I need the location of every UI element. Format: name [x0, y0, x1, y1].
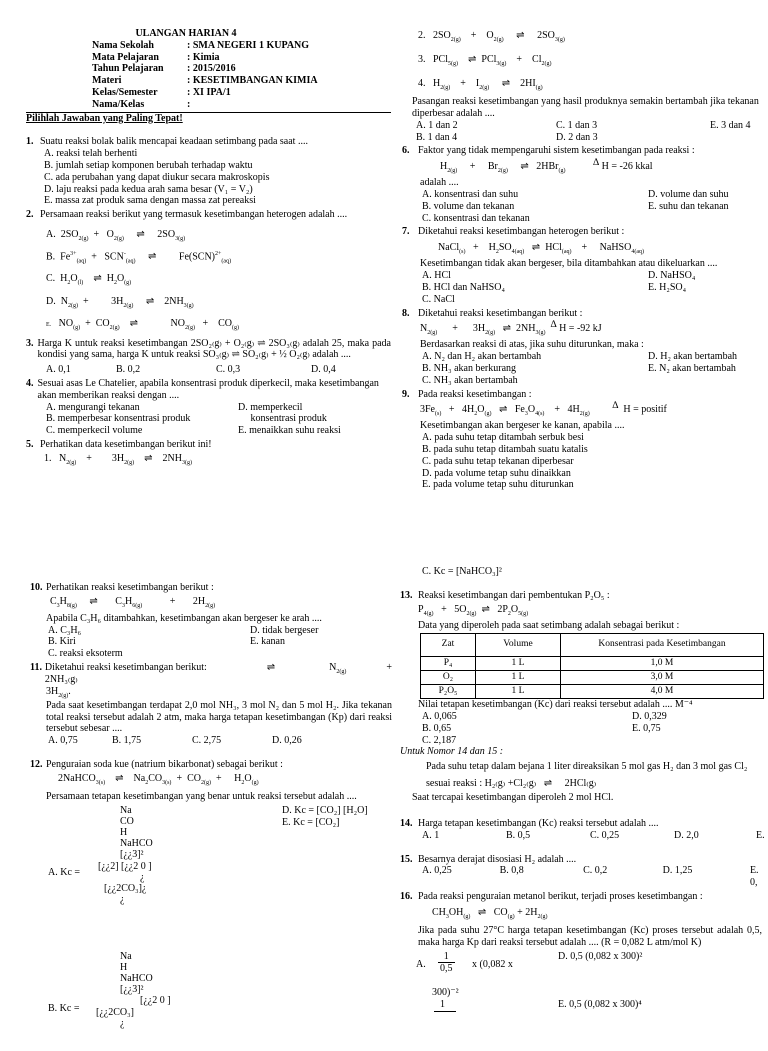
equilibrium-data-table: Zat Volume Konsentrasi pada Kesetimbangan P₄ 1 L 1,0 M O₂ 1 L 3,0 M P₂O₅ 1 L 4,0 M — [420, 633, 764, 699]
option[interactable]: E. pada volume tetap suhu diturunkan — [422, 479, 574, 491]
option[interactable]: C. 2,187 — [422, 734, 457, 746]
option[interactable]: C. pada suhu tetap tekanan diperbesar — [422, 455, 574, 467]
option[interactable]: A. reaksi telah berhenti — [44, 148, 138, 160]
option[interactable]: E. suhu dan tekanan — [648, 200, 729, 212]
q8-reaction: $N_{2(g)}$ + $3H_{2(g)}$ ⇌ $2NH_{3(g)}$ ∆ H = -92 kJ — [420, 319, 602, 337]
q16-reaction: $CH_3OH_{(g)}$ ⇌ $CO_{(g)} + 2H_{2(g)}$ — [432, 906, 548, 920]
q6-reaction: $H_{2(g)}$ + $Br_{2(g)}$ ⇌ 2HBr$_{(g)}$ ∆ H = -26 kkal — [440, 157, 653, 175]
option[interactable]: C. memperkecil volume — [46, 425, 143, 437]
q10-reaction: $C_3H_{8(g)}$ ⇌ $C_3H_{6(g)}$ + $2H_{2(g)}$ — [50, 595, 216, 609]
option[interactable]: A. — [416, 958, 426, 970]
header-table: Nama Sekolah : SMA NEGERI 1 KUPANG Mata Pelajaran : Kimia Tahun Pelajaran : 2015/2016 Materi : KESETIMBANGAN KIMIA Kelas/Semester : XI IPA/1 Nama/Kelas : — [92, 39, 318, 110]
question-5: 5. Perhatikan data kesetimbangan berikut ini! 1. $N_{2(g)}$ + $3H_{2(g)}$ ⇌ $2NH_{3(g)}$ — [26, 439, 391, 467]
instruction: Pilihlah Jawaban yang Paling Tepat! — [26, 112, 391, 125]
option[interactable]: C. reaksi eksoterm — [48, 648, 123, 660]
q5-reaction-4: 4. $H_{2(g)}$ + $I_{2(g)}$ ⇌ $2HI_{(g)}$ — [418, 78, 543, 92]
option[interactable]: C. 0,2 — [583, 865, 608, 877]
option[interactable]: D. 2,0 — [674, 829, 699, 841]
option[interactable]: E. — [756, 829, 765, 841]
question-1: 1. Suatu reaksi bolak balik mencapai keadaan setimbang pada saat .... A. reaksi telah berhenti B. jumlah setiap komponen berubah terhadap waktu C. ada perubahan yang dapat diukur secara makroskopis D. laju reaksi pada kedua arah sama besar (V₁ = V₂) E. massa zat produk sama dengan massa zat pereaksi — [26, 136, 391, 207]
option[interactable]: B. volume dan tekanan — [422, 200, 515, 212]
option[interactable]: C. 2,75 — [192, 735, 222, 747]
option[interactable]: B. pada suhu tetap ditambah suatu katalis — [422, 444, 588, 456]
option[interactable]: C. ada perubahan yang dapat diukur secara makroskopis — [44, 171, 270, 183]
q2-option-a[interactable]: A. $2SO_{2(g)} + O_{2(g)}$ ⇌ $2SO_{3(g)}$ — [46, 228, 186, 242]
right-column-bottom — [400, 566, 768, 1033]
option[interactable]: E. 0,75 — [632, 722, 661, 734]
question-14: 14. Harga tetapan kesetimbangan (Kc) reaksi tersebut adalah .... A. 1 B. 0,5 C. 0,25 D. 2,0 E. — [400, 818, 765, 841]
q2-option-c[interactable]: C. $H_2O_{(l)}$ ⇌ $H_2O_{(g)}$ — [46, 273, 132, 287]
q13-reaction: $P_{4(g)} + 5O_{2(g)}$ ⇌ $2P_2O_{5(g)}$ — [418, 603, 529, 617]
option[interactable]: A. pada suhu tetap ditambah serbuk besi — [422, 432, 584, 444]
option[interactable]: C. NH₃ akan bertambah — [422, 374, 518, 386]
question-15: 15. Besarnya derajat disosiasi H₂ adalah .... A. 0,25 B. 0,8 C. 0,2 D. 1,25 E. 0, — [400, 854, 768, 889]
option[interactable]: E. H₂SO₄ — [648, 281, 687, 293]
option[interactable]: C. 0,25 — [590, 829, 620, 841]
option[interactable]: A. 0,25 — [422, 865, 452, 877]
option[interactable]: E. 3 dan 4 — [710, 119, 751, 131]
table-row: O₂ 1 L 3,0 M — [421, 670, 764, 684]
question-12: 12. Penguraian soda kue (natrium bikarbonat) sebagai berikut : 2NaHCO$_{3(s)}$ ⇌ $Na_2CO_{3(s)} + CO_{2(g)}$ + $H_2O_{(g)}$ Persamaan tetapan kesetimbangan yang benar untuk reaksi tersebut adalah .... Na CO H NaHCO [¿¿3]² [¿¿2] [¿¿2 0 ] ¿ [¿¿2CO₃]¿ ¿ A. Kc = D. Kc = [CO₂] [H₂O] E. Kc = [CO₂] Na H NaHCO [¿¿3]² [¿¿2 0 ] [¿¿2CO₃] ¿ B. Kc = — [30, 759, 392, 1051]
question-7: 7. Diketahui reaksi kesetimbangan heterogen berikut : NaCl$_{(s)}$ + $H_2SO_{4(aq)}$ ⇌ HCl$_{(aq)}$ + NaHSO$_{4(aq)}$ Kesetimbangan tidak akan bergeser, bila ditambahkan atau dikeluarkan .... A. HCl B. HCl dan NaHSO₄ C. NaCl D. NaHSO₄ E. H₂SO₄ — [402, 226, 768, 305]
option[interactable]: D. pada volume tetap suhu dinaikkan — [422, 467, 571, 479]
q2-option-e[interactable]: E. $NO_{(g)} + CO_{2(g)}$ ⇌ $NO_{2(g)}$ + $CO_{(g)}$ — [46, 317, 240, 331]
option[interactable]: D. laju reaksi pada kedua arah sama besar (V₁ = V₂) — [44, 183, 253, 195]
q5-reaction-1: 1. $N_{2(g)}$ + $3H_{2(g)}$ ⇌ $2NH_{3(g)}$ — [44, 452, 192, 466]
option[interactable]: A. 1 dan 2 — [416, 119, 458, 131]
option[interactable]: D. tidak bergeser — [250, 624, 319, 636]
exam-title: ULANGAN HARIAN 4 — [135, 28, 237, 39]
option[interactable]: D. NaHSO₄ — [648, 270, 696, 282]
q5-reaction-3: 3. PCl$_{5(g)}$ ⇌ PCl$_{3(g)}$ + $Cl_{2(g)}$ — [418, 54, 552, 68]
option[interactable]: B. HCl dan NaHSO₄ — [422, 281, 505, 293]
question-3: 3. Harga K untuk reaksi kesetimbangan 2SO₂₍g₎ + O₂₍g₎ ⇌ 2SO₃₍g₎ adalah 25, maka pada kondisi yang sama, harga K untuk reaksi SO₃₍g₎ ⇌ SO₂₍g₎ + ½ O₂₍g₎ adalah .... A. 0,1 B. 0,2 C. 0,3 D. 0,4 — [26, 337, 391, 376]
question-14-15-intro: Untuk Nomor 14 dan 15 : Pada suhu tetap dalam bejana 1 liter direaksikan 5 mol gas H₂ dan 3 mol gas Cl₂ sesuai reaksi : H₂₍g₎ +Cl₂₍g₎ ⇌ 2HCl₍g₎ Saat tercapai kesetimbangan diperoleh 2 mol HCl. — [400, 746, 748, 804]
option[interactable]: A. konsentrasi dan suhu — [422, 189, 519, 201]
option[interactable]: A. 0,1 — [46, 364, 71, 376]
q12-option-a[interactable]: Na CO H NaHCO [¿¿3]² [¿¿2] [¿¿2 0 ] ¿ [¿¿2CO₃]¿ ¿ A. Kc = D. Kc = [CO₂] [H₂O] E. Kc = [CO₂] — [48, 804, 368, 906]
option[interactable]: C. 0,3 — [216, 364, 241, 376]
table-row: P₄ 1 L 1,0 M — [421, 656, 764, 670]
option[interactable]: B. 1 dan 4 — [416, 131, 458, 143]
option[interactable]: B. Kiri — [48, 636, 76, 648]
option[interactable]: D. memperkecil — [238, 401, 303, 413]
q12-option-c[interactable]: C. Kc = [NaHCO₃]² — [422, 566, 502, 577]
option[interactable]: D. 0,4 — [311, 364, 336, 376]
option[interactable]: E. menaikkan suhu reaksi — [238, 425, 341, 437]
question-16: 16. Pada reaksi penguraian metanol berikut, terjadi proses kesetimbangan : $CH_3OH_{(g)}$ ⇌ $CO_{(g)} + 2H_{2(g)}$ Jika pada suhu 27°C harga tetapan kesetimbangan (Kc) proses tersebut adalah 0,5, maka harga Kp dari reaksi tersebut adalah .... (R = 0,082 L atm/mol K) A. $\frac{1}{0,5}$ x (0,082 x 300)⁻² 1 D. 0,5 (0,082 x 300)² E. 0,5 (0,082 x 300)⁴ — [400, 891, 768, 1032]
option[interactable]: D. volume dan suhu — [648, 189, 729, 201]
q5-reaction-2: 2. $2SO_{2(g)}$ + $O_{2(g)}$ ⇌ $2SO_{3(g)}$ — [418, 30, 565, 43]
option[interactable]: E. massa zat produk sama dengan massa zat pereaksi — [44, 195, 256, 207]
right-column-top: 2. $2SO_{2(g)}$ + $O_{2(g)}$ ⇌ $2SO_{3(g)}$ 3. PCl$_{5(g)}$ ⇌ PCl$_{3(g)}$ + $Cl_{2(g)}$ 4. $H_{2(g)}$ + $I_{2(g)}$ ⇌ $2HI_{(g)}$ Pasangan reaksi kesetimbangan yang hasil produknya semakin bertambah jika tekanan diperbesar adalah .... A. 1 dan 2 C. 1 dan 3 E. 3 dan 4 B. 1 dan 4 D. 2 dan 3 6. Faktor yang tidak mempengaruhi sistem kesetimbangan pada reaksi : $H_{2(g)}$ + $Br_{2(g)}$ ⇌ 2HBr$_{(g)}$ ∆ H = -26 kkal adalah .... A. konsentrasi dan suhu B. volume dan tekanan C. konsentrasi dan tekanan D. volume dan suhu E. suhu dan tekanan 7. Diketahui reaksi kesetimbangan heterogen berikut : NaCl$_{(s)}$ + $H_2SO_{4(aq)}$ ⇌ HCl$_{(aq)}$ + NaHSO$_{4(aq)}$ Kesetimbangan tidak akan bergeser, bila ditambahkan atau dikeluarkan .... A. HCl B. HCl dan NaHSO₄ C. NaCl D. NaHSO₄ E. H₂SO₄ 8. Diketahui reaksi kesetimbangan berikut : $N_{2(g)}$ + $3H_{2(g)}$ ⇌ $2NH_{3(g)}$ ∆ H = -92 kJ Berdasarkan reaksi di atas, jika suhu diturunkan, maka : A. N₂ dan H₂ akan bertambah B. NH₃ akan berkurang C. NH₃ akan bertambah D. H₂ akan bertambah E. N₂ akan bertambah 9. Pada reaksi kesetimbangan : $3Fe_{(s)} + 4H_2O_{(g)}$ ⇌ $Fe_3O_{4(s)}$ + $4H_{2(g)}$ ∆ H = positif Kesetimbangan akan bergeser ke kanan, apabila .... A. pada suhu tetap ditambah serbuk besi B. pada suhu tetap ditambah suatu katalis C. pada suhu tetap tekanan diperbesar D. pada volume tetap suhu dinaikkan E. pada volume tetap suhu diturunkan — [402, 30, 768, 491]
question-4: 4. Sesuai asas Le Chatelier, apabila konsentrasi produk diperkecil, maka kesetimbangan akan memberikan reaksi dengan .... A. mengurangi tekanan B. memperbesar konsentrasi produk C. memperkecil volume D. memperkecil konsentrasi produk E. menaikkan suhu reaksi — [26, 378, 379, 437]
option[interactable]: E. N₂ akan bertambah — [648, 363, 736, 375]
option[interactable]: B. NH₃ akan berkurang — [422, 363, 517, 375]
option[interactable]: A. 0,065 — [422, 711, 457, 723]
option[interactable]: E. kanan — [250, 636, 285, 648]
q16-options: A. $\frac{1}{0,5}$ x (0,082 x 300)⁻² 1 D. 0,5 (0,082 x 300)² E. 0,5 (0,082 x 300)⁴ — [416, 950, 643, 1010]
q7-reaction: NaCl$_{(s)}$ + $H_2SO_{4(aq)}$ ⇌ HCl$_{(aq)}$ + NaHSO$_{4(aq)}$ — [438, 242, 645, 256]
left-column-top — [26, 28, 391, 467]
option[interactable]: A. C₃H₆ — [48, 624, 82, 636]
option[interactable]: C. 1 dan 3 — [556, 119, 598, 131]
option[interactable]: D. 2 dan 3 — [556, 131, 598, 143]
question-13: 13. Reaksi kesetimbangan dari pembentukan P₂O₅ : $P_{4(g)} + 5O_{2(g)}$ ⇌ $2P_2O_{5(g)}$ Data yang diperoleh pada saat setimbang adalah sebagai berikut : Zat Volume Konsentrasi pada Kesetimbangan P₄ 1 L 1,0 M O₂ 1 L 3,0 M P₂O₅ 1 L 4,0 M Nilai tetapan kesetimbangan (Kc) dari reaksi tersebut adalah .... M⁻⁴ A. 0,065 B. 0,65 C. 2,187 D. 0,329 E. 0,75 — [400, 590, 768, 747]
option[interactable]: A. 0,75 — [48, 735, 78, 747]
q12-reaction: 2NaHCO$_{3(s)}$ ⇌ $Na_2CO_{3(s)} + CO_{2(g)}$ + $H_2O_{(g)}$ — [58, 772, 259, 786]
option[interactable]: D. 1,25 — [662, 865, 693, 877]
option[interactable]: B. 0,65 — [422, 722, 452, 734]
question-9: 9. Pada reaksi kesetimbangan : $3Fe_{(s)} + 4H_2O_{(g)}$ ⇌ $Fe_3O_{4(s)}$ + $4H_{2(g)}$ ∆ H = positif Kesetimbangan akan bergeser ke kanan, apabila .... A. pada suhu tetap ditambah serbuk besi B. pada suhu tetap ditambah suatu katalis C. pada suhu tetap tekanan diperbesar D. pada volume tetap suhu dinaikkan E. pada volume tetap suhu diturunkan — [402, 389, 768, 492]
q2-option-b[interactable]: B. $Fe^{3+}_{(aq)} + SCN^-_{(aq)}$ ⇌ Fe(SCN)$^{2+}_{(aq)}$ — [46, 251, 232, 265]
left-column-bottom — [30, 582, 392, 1051]
option[interactable]: C. NaCl — [422, 293, 455, 305]
option[interactable]: E. Kc = [CO₂] — [282, 816, 340, 828]
table-row: P₂O₅ 1 L 4,0 M — [421, 685, 764, 699]
q2-option-d[interactable]: D. $N_{2(g)}$ + $3H_{2(g)}$ ⇌ $2NH_{3(g)}$ — [46, 295, 194, 309]
option[interactable]: B. 0,8 — [499, 865, 524, 877]
option[interactable]: D. 0,26 — [272, 735, 302, 747]
option[interactable]: B. 1,75 — [112, 735, 142, 747]
option[interactable]: B. 0,2 — [116, 364, 141, 376]
option[interactable]: A. 1 — [422, 829, 440, 841]
question-6: 6. Faktor yang tidak mempengaruhi sistem kesetimbangan pada reaksi : $H_{2(g)}$ + $Br_{2(g)}$ ⇌ 2HBr$_{(g)}$ ∆ H = -26 kkal adalah .... A. konsentrasi dan suhu B. volume dan tekanan C. konsentrasi dan tekanan D. volume dan suhu E. suhu dan tekanan — [402, 145, 768, 224]
option[interactable]: D. 0,329 — [632, 711, 667, 723]
option[interactable]: E. 0,5 (0,082 x 300)⁴ — [558, 998, 642, 1010]
question-10: 10. Perhatikan reaksi kesetimbangan berikut : $C_3H_{8(g)}$ ⇌ $C_3H_{6(g)}$ + $2H_{2(g)}$ Apabila C₃H₆ ditambahkan, kesetimbangan akan bergeser ke arah .... A. C₃H₆ B. Kiri C. reaksi eksoterm D. tidak bergeser E. kanan — [30, 582, 392, 660]
option[interactable]: B. 0,5 — [506, 829, 531, 841]
option[interactable]: D. 0,5 (0,082 x 300)² — [558, 950, 643, 962]
option[interactable]: E. 0, — [749, 865, 759, 889]
option[interactable]: A. N₂ dan H₂ akan bertambah — [422, 351, 542, 363]
option[interactable]: B. memperbesar konsentrasi produk — [46, 413, 191, 425]
option[interactable]: C. konsentrasi dan tekanan — [422, 212, 530, 224]
q9-reaction: $3Fe_{(s)} + 4H_2O_{(g)}$ ⇌ $Fe_3O_{4(s)}$ + $4H_{2(g)}$ ∆ H = positif — [420, 400, 667, 418]
option[interactable]: D. H₂ akan bertambah — [648, 351, 738, 363]
option[interactable]: D. Kc = [CO₂] [H₂O] — [282, 804, 368, 816]
question-11: 11. Diketahui reaksi kesetimbangan berikut: 2NH₃₍g₎ ⇌ $N_{2(g)}$ + $3H_{2(g)}$. Pada saat kesetimbangan terdapat 2,0 mol NH₃, 3 mol N₂ dan 5 mol H₂. Jika tekanan total reaksi tersebut adalah 2 atm, maka harga tetapan kesetimbangan (Kp) dari reaksi tersebut sebesar .... A. 0,75 B. 1,75 C. 2,75 D. 0,26 — [30, 662, 392, 747]
option[interactable]: A. mengurangi tekanan — [46, 401, 140, 413]
q12-option-b[interactable]: Na H NaHCO [¿¿3]² [¿¿2 0 ] [¿¿2CO₃] ¿ B. Kc = — [48, 950, 171, 1029]
question-8: 8. Diketahui reaksi kesetimbangan berikut : $N_{2(g)}$ + $3H_{2(g)}$ ⇌ $2NH_{3(g)}$ ∆ H = -92 kJ Berdasarkan reaksi di atas, jika suhu diturunkan, maka : A. N₂ dan H₂ akan bertambah B. NH₃ akan berkurang C. NH₃ akan bertambah D. H₂ akan bertambah E. N₂ akan bertambah — [402, 308, 768, 387]
option[interactable]: B. jumlah setiap komponen berubah terhadap waktu — [44, 159, 253, 171]
option[interactable]: A. HCl — [422, 270, 451, 282]
question-2: 2. Persamaan reaksi berikut yang termasuk kesetimbangan heterogen adalah .... A. $2SO_{2(g)} + O_{2(g)}$ ⇌ $2SO_{3(g)}$ B. $Fe^{3+}_{(aq)} + SCN^-_{(aq)}$ ⇌ Fe(SCN)$^{2+}_{(aq)}$ C. $H_2O_{(l)}$ ⇌ $H_2O_{(g)}$ D. $N_{2(g)}$ + $3H_{2(g)}$ ⇌ $2NH_{3(g)}$ E. $NO_{(g)} + CO_{2(g)}$ ⇌ $NO_{2(g)}$ + $CO_{(g)}$ — [26, 209, 391, 332]
